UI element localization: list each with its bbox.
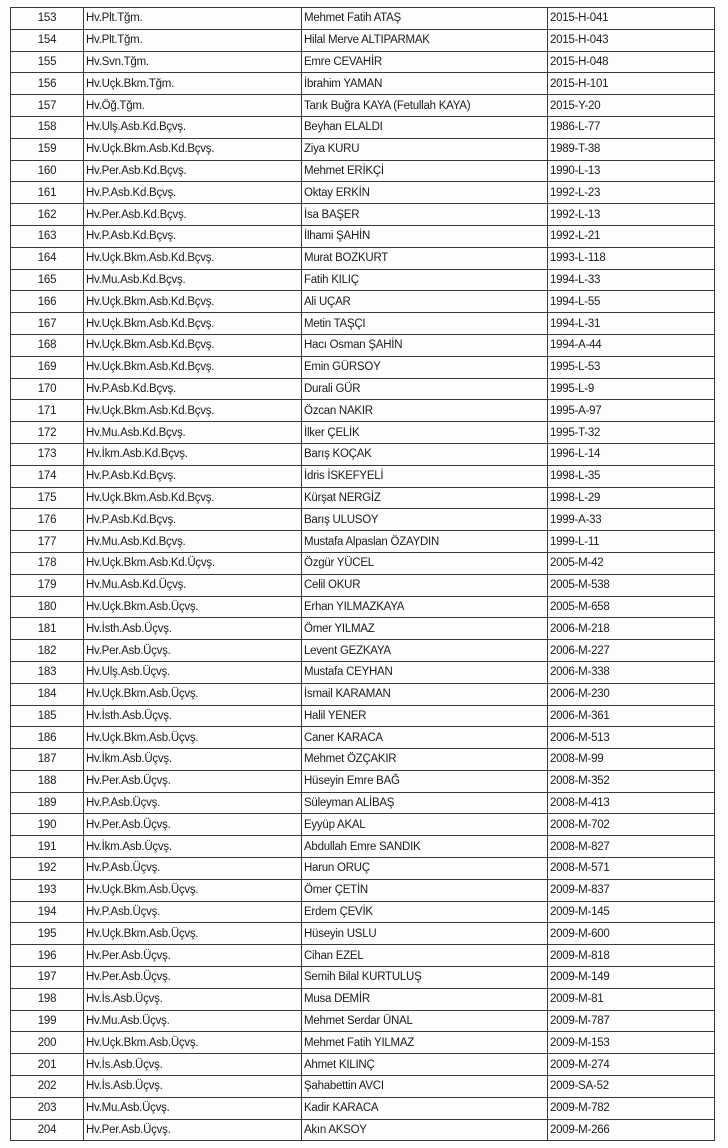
full-name-cell: Hüseyin USLU (302, 923, 548, 945)
registry-code-cell: 2015-Y-20 (548, 95, 715, 117)
rank-cell: Hv.Uçk.Bkm.Asb.Kd.Bçvş. (84, 356, 302, 378)
rank-cell: Hv.Uçk.Bkm.Asb.Üçvş. (84, 596, 302, 618)
rank-cell: Hv.Uçk.Bkm.Tğm. (84, 73, 302, 95)
table-row (11, 967, 715, 989)
registry-code-cell: 2015-H-101 (548, 73, 715, 95)
table-row (11, 378, 715, 400)
rank-cell: Hv.Per.Asb.Üçvş. (84, 770, 302, 792)
rank-cell: Hv.Uçk.Bkm.Asb.Kd.Bçvş. (84, 247, 302, 269)
full-name-cell: Semih Bilal KURTULUŞ (302, 967, 548, 989)
registry-code-cell: 2008-M-99 (548, 749, 715, 771)
row-number-cell: 172 (11, 422, 84, 444)
full-name-cell: Musa DEMİR (302, 988, 548, 1010)
table-row (11, 640, 715, 662)
row-number-cell: 191 (11, 836, 84, 858)
row-number-cell: 186 (11, 727, 84, 749)
rank-cell: Hv.Per.Asb.Kd.Bçvş. (84, 204, 302, 226)
registry-code-cell: 2009-M-782 (548, 1097, 715, 1119)
row-number-cell: 197 (11, 967, 84, 989)
row-number-cell: 188 (11, 770, 84, 792)
full-name-cell: Barış KOÇAK (302, 443, 548, 465)
registry-code-cell: 2008-M-702 (548, 814, 715, 836)
full-name-cell: Mustafa Alpaslan ÖZAYDIN (302, 531, 548, 553)
row-number-cell: 204 (11, 1119, 84, 1141)
registry-code-cell: 1992-L-23 (548, 182, 715, 204)
row-number-cell: 166 (11, 291, 84, 313)
rank-cell: Hv.İkm.Asb.Kd.Bçvş. (84, 443, 302, 465)
table-row (11, 770, 715, 792)
registry-code-cell: 2006-M-338 (548, 661, 715, 683)
rank-cell: Hv.Per.Asb.Üçvş. (84, 640, 302, 662)
full-name-cell: Özgür YÜCEL (302, 552, 548, 574)
row-number-cell: 187 (11, 749, 84, 771)
row-number-cell: 165 (11, 269, 84, 291)
table-row (11, 509, 715, 531)
rank-cell: Hv.Mu.Asb.Üçvş. (84, 1097, 302, 1119)
table-row (11, 1097, 715, 1119)
registry-code-cell: 2006-M-361 (548, 705, 715, 727)
table-row (11, 313, 715, 335)
full-name-cell: İsmail KARAMAN (302, 683, 548, 705)
registry-code-cell: 1995-L-53 (548, 356, 715, 378)
registry-code-cell: 1990-L-13 (548, 160, 715, 182)
table-row (11, 291, 715, 313)
table-row (11, 988, 715, 1010)
rank-cell: Hv.P.Asb.Üçvş. (84, 858, 302, 880)
row-number-cell: 192 (11, 858, 84, 880)
registry-code-cell: 2009-SA-52 (548, 1076, 715, 1098)
table-row (11, 160, 715, 182)
table-row (11, 836, 715, 858)
rank-cell: Hv.Uçk.Bkm.Asb.Üçvş. (84, 1032, 302, 1054)
row-number-cell: 196 (11, 945, 84, 967)
full-name-cell: Metin TAŞÇI (302, 313, 548, 335)
rank-cell: Hv.P.Asb.Üçvş. (84, 792, 302, 814)
rank-cell: Hv.P.Asb.Kd.Bçvş. (84, 182, 302, 204)
full-name-cell: Caner KARACA (302, 727, 548, 749)
registry-code-cell: 1994-L-55 (548, 291, 715, 313)
table-row (11, 356, 715, 378)
table-row (11, 1076, 715, 1098)
registry-code-cell: 2009-M-600 (548, 923, 715, 945)
registry-code-cell: 2006-M-218 (548, 618, 715, 640)
full-name-cell: Beyhan ELALDI (302, 116, 548, 138)
table-row (11, 858, 715, 880)
full-name-cell: İsa BAŞER (302, 204, 548, 226)
rank-cell: Hv.Uçk.Bkm.Asb.Üçvş. (84, 879, 302, 901)
table-row (11, 1054, 715, 1076)
registry-code-cell: 2015-H-048 (548, 51, 715, 73)
table-row (11, 8, 715, 30)
full-name-cell: Ömer ÇETİN (302, 879, 548, 901)
rank-cell: Hv.Uçk.Bkm.Asb.Kd.Bçvş. (84, 400, 302, 422)
table-row (11, 116, 715, 138)
rank-cell: Hv.Uçk.Bkm.Asb.Kd.Bçvş. (84, 291, 302, 313)
full-name-cell: Ziya KURU (302, 138, 548, 160)
rank-cell: Hv.Plt.Tğm. (84, 8, 302, 30)
full-name-cell: Mehmet ÖZÇAKIR (302, 749, 548, 771)
row-number-cell: 158 (11, 116, 84, 138)
registry-code-cell: 2008-M-571 (548, 858, 715, 880)
row-number-cell: 179 (11, 574, 84, 596)
table-row (11, 1119, 715, 1141)
table-row (11, 618, 715, 640)
full-name-cell: Ali UÇAR (302, 291, 548, 313)
row-number-cell: 181 (11, 618, 84, 640)
row-number-cell: 168 (11, 334, 84, 356)
rank-cell: Hv.Per.Asb.Üçvş. (84, 814, 302, 836)
registry-code-cell: 1994-L-31 (548, 313, 715, 335)
rank-cell: Hv.P.Asb.Kd.Bçvş. (84, 225, 302, 247)
registry-code-cell: 2008-M-413 (548, 792, 715, 814)
rank-cell: Hv.Ulş.Asb.Üçvş. (84, 661, 302, 683)
registry-code-cell: 2009-M-818 (548, 945, 715, 967)
table-row (11, 945, 715, 967)
rank-cell: Hv.Öğ.Tğm. (84, 95, 302, 117)
table-row (11, 727, 715, 749)
table-row (11, 29, 715, 51)
row-number-cell: 177 (11, 531, 84, 553)
full-name-cell: Hüseyin Emre BAĞ (302, 770, 548, 792)
row-number-cell: 153 (11, 8, 84, 30)
registry-code-cell: 2005-M-538 (548, 574, 715, 596)
personnel-table-body (11, 8, 715, 1141)
rank-cell: Hv.Uçk.Bkm.Asb.Kd.Bçvş. (84, 138, 302, 160)
row-number-cell: 156 (11, 73, 84, 95)
row-number-cell: 176 (11, 509, 84, 531)
registry-code-cell: 1995-L-9 (548, 378, 715, 400)
table-row (11, 487, 715, 509)
registry-code-cell: 1995-T-32 (548, 422, 715, 444)
full-name-cell: Kürşat NERGİZ (302, 487, 548, 509)
table-row (11, 879, 715, 901)
rank-cell: Hv.Mu.Asb.Kd.Üçvş. (84, 574, 302, 596)
table-row (11, 792, 715, 814)
row-number-cell: 154 (11, 29, 84, 51)
row-number-cell: 159 (11, 138, 84, 160)
registry-code-cell: 2009-M-153 (548, 1032, 715, 1054)
full-name-cell: Oktay ERKİN (302, 182, 548, 204)
row-number-cell: 185 (11, 705, 84, 727)
row-number-cell: 170 (11, 378, 84, 400)
full-name-cell: Mehmet Fatih YILMAZ (302, 1032, 548, 1054)
table-row (11, 465, 715, 487)
full-name-cell: Hilal Merve ALTIPARMAK (302, 29, 548, 51)
rank-cell: Hv.P.Asb.Kd.Bçvş. (84, 509, 302, 531)
table-row (11, 661, 715, 683)
full-name-cell: Mehmet ERİKÇİ (302, 160, 548, 182)
rank-cell: Hv.İsth.Asb.Üçvş. (84, 618, 302, 640)
full-name-cell: Cihan EZEL (302, 945, 548, 967)
table-row (11, 814, 715, 836)
row-number-cell: 189 (11, 792, 84, 814)
rank-cell: Hv.İs.Asb.Üçvş. (84, 988, 302, 1010)
rank-cell: Hv.İsth.Asb.Üçvş. (84, 705, 302, 727)
registry-code-cell: 2009-M-149 (548, 967, 715, 989)
table-row (11, 95, 715, 117)
row-number-cell: 202 (11, 1076, 84, 1098)
full-name-cell: Hacı Osman ŞAHİN (302, 334, 548, 356)
row-number-cell: 203 (11, 1097, 84, 1119)
full-name-cell: Tarık Buğra KAYA (Fetullah KAYA) (302, 95, 548, 117)
table-row (11, 247, 715, 269)
row-number-cell: 193 (11, 879, 84, 901)
full-name-cell: İlker ÇELİK (302, 422, 548, 444)
registry-code-cell: 2006-M-230 (548, 683, 715, 705)
registry-code-cell: 1995-A-97 (548, 400, 715, 422)
rank-cell: Hv.İs.Asb.Üçvş. (84, 1054, 302, 1076)
registry-code-cell: 2009-M-81 (548, 988, 715, 1010)
rank-cell: Hv.Per.Asb.Üçvş. (84, 967, 302, 989)
table-row (11, 73, 715, 95)
row-number-cell: 175 (11, 487, 84, 509)
full-name-cell: Ömer YILMAZ (302, 618, 548, 640)
row-number-cell: 182 (11, 640, 84, 662)
row-number-cell: 194 (11, 901, 84, 923)
full-name-cell: Ahmet KILINÇ (302, 1054, 548, 1076)
table-row (11, 552, 715, 574)
row-number-cell: 190 (11, 814, 84, 836)
rank-cell: Hv.P.Asb.Kd.Bçvş. (84, 378, 302, 400)
full-name-cell: İlhami ŞAHİN (302, 225, 548, 247)
row-number-cell: 173 (11, 443, 84, 465)
full-name-cell: Harun ORUÇ (302, 858, 548, 880)
rank-cell: Hv.Uçk.Bkm.Asb.Kd.Bçvş. (84, 313, 302, 335)
row-number-cell: 180 (11, 596, 84, 618)
row-number-cell: 199 (11, 1010, 84, 1032)
full-name-cell: Mehmet Serdar ÜNAL (302, 1010, 548, 1032)
row-number-cell: 174 (11, 465, 84, 487)
rank-cell: Hv.P.Asb.Üçvş. (84, 901, 302, 923)
registry-code-cell: 1999-L-11 (548, 531, 715, 553)
rank-cell: Hv.İkm.Asb.Üçvş. (84, 749, 302, 771)
full-name-cell: Mehmet Fatih ATAŞ (302, 8, 548, 30)
full-name-cell: Şahabettin AVCI (302, 1076, 548, 1098)
rank-cell: Hv.Uçk.Bkm.Asb.Üçvş. (84, 727, 302, 749)
rank-cell: Hv.Uçk.Bkm.Asb.Kd.Bçvş. (84, 334, 302, 356)
table-row (11, 683, 715, 705)
rank-cell: Hv.Per.Asb.Kd.Bçvş. (84, 160, 302, 182)
table-row (11, 531, 715, 553)
full-name-cell: Erdem ÇEVİK (302, 901, 548, 923)
row-number-cell: 169 (11, 356, 84, 378)
registry-code-cell: 2009-M-274 (548, 1054, 715, 1076)
full-name-cell: Abdullah Emre SANDIK (302, 836, 548, 858)
table-row (11, 705, 715, 727)
row-number-cell: 157 (11, 95, 84, 117)
registry-code-cell: 1993-L-118 (548, 247, 715, 269)
registry-code-cell: 1999-A-33 (548, 509, 715, 531)
table-row (11, 334, 715, 356)
row-number-cell: 163 (11, 225, 84, 247)
registry-code-cell: 2015-H-041 (548, 8, 715, 30)
table-row (11, 923, 715, 945)
row-number-cell: 183 (11, 661, 84, 683)
rank-cell: Hv.Uçk.Bkm.Asb.Üçvş. (84, 683, 302, 705)
row-number-cell: 160 (11, 160, 84, 182)
registry-code-cell: 2006-M-227 (548, 640, 715, 662)
registry-code-cell: 2008-M-827 (548, 836, 715, 858)
full-name-cell: Mustafa CEYHAN (302, 661, 548, 683)
rank-cell: Hv.Mu.Asb.Kd.Bçvş. (84, 269, 302, 291)
rank-cell: Hv.Uçk.Bkm.Asb.Kd.Bçvş. (84, 487, 302, 509)
full-name-cell: Emre CEVAHİR (302, 51, 548, 73)
full-name-cell: Kadir KARACA (302, 1097, 548, 1119)
full-name-cell: İbrahim YAMAN (302, 73, 548, 95)
registry-code-cell: 1996-L-14 (548, 443, 715, 465)
table-row (11, 138, 715, 160)
table-row (11, 204, 715, 226)
table-row (11, 1032, 715, 1054)
table-row (11, 749, 715, 771)
full-name-cell: Levent GEZKAYA (302, 640, 548, 662)
registry-code-cell: 2008-M-352 (548, 770, 715, 792)
full-name-cell: Akın AKSOY (302, 1119, 548, 1141)
table-row (11, 1010, 715, 1032)
full-name-cell: Halil YENER (302, 705, 548, 727)
full-name-cell: Durali GÜR (302, 378, 548, 400)
registry-code-cell: 1989-T-38 (548, 138, 715, 160)
registry-code-cell: 2015-H-043 (548, 29, 715, 51)
rank-cell: Hv.Mu.Asb.Kd.Bçvş. (84, 531, 302, 553)
rank-cell: Hv.Mu.Asb.Üçvş. (84, 1010, 302, 1032)
registry-code-cell: 2009-M-266 (548, 1119, 715, 1141)
table-row (11, 182, 715, 204)
registry-code-cell: 2006-M-513 (548, 727, 715, 749)
rank-cell: Hv.Uçk.Bkm.Asb.Üçvş. (84, 923, 302, 945)
full-name-cell: Murat BOZKURT (302, 247, 548, 269)
table-row (11, 443, 715, 465)
registry-code-cell: 2005-M-42 (548, 552, 715, 574)
full-name-cell: Süleyman ALİBAŞ (302, 792, 548, 814)
registry-code-cell: 2009-M-787 (548, 1010, 715, 1032)
registry-code-cell: 1994-L-33 (548, 269, 715, 291)
registry-code-cell: 2009-M-837 (548, 879, 715, 901)
full-name-cell: Fatih KILIÇ (302, 269, 548, 291)
table-row (11, 269, 715, 291)
full-name-cell: Erhan YILMAZKAYA (302, 596, 548, 618)
registry-code-cell: 1992-L-13 (548, 204, 715, 226)
row-number-cell: 184 (11, 683, 84, 705)
registry-code-cell: 1986-L-77 (548, 116, 715, 138)
row-number-cell: 200 (11, 1032, 84, 1054)
rank-cell: Hv.Ulş.Asb.Kd.Bçvş. (84, 116, 302, 138)
rank-cell: Hv.İkm.Asb.Üçvş. (84, 836, 302, 858)
registry-code-cell: 1992-L-21 (548, 225, 715, 247)
registry-code-cell: 1994-A-44 (548, 334, 715, 356)
table-row (11, 422, 715, 444)
rank-cell: Hv.Mu.Asb.Kd.Bçvş. (84, 422, 302, 444)
row-number-cell: 155 (11, 51, 84, 73)
table-row (11, 596, 715, 618)
row-number-cell: 178 (11, 552, 84, 574)
table-row (11, 225, 715, 247)
rank-cell: Hv.P.Asb.Kd.Bçvş. (84, 465, 302, 487)
full-name-cell: İdris İSKEFYELİ (302, 465, 548, 487)
full-name-cell: Celil OKUR (302, 574, 548, 596)
row-number-cell: 164 (11, 247, 84, 269)
row-number-cell: 195 (11, 923, 84, 945)
row-number-cell: 162 (11, 204, 84, 226)
full-name-cell: Özcan NAKIR (302, 400, 548, 422)
rank-cell: Hv.İs.Asb.Üçvş. (84, 1076, 302, 1098)
full-name-cell: Barış ULUSOY (302, 509, 548, 531)
registry-code-cell: 2005-M-658 (548, 596, 715, 618)
registry-code-cell: 1998-L-35 (548, 465, 715, 487)
row-number-cell: 171 (11, 400, 84, 422)
rank-cell: Hv.Svn.Tğm. (84, 51, 302, 73)
row-number-cell: 201 (11, 1054, 84, 1076)
table-row (11, 400, 715, 422)
rank-cell: Hv.Plt.Tğm. (84, 29, 302, 51)
rank-cell: Hv.Per.Asb.Üçvş. (84, 945, 302, 967)
personnel-table (10, 7, 715, 1141)
registry-code-cell: 2009-M-145 (548, 901, 715, 923)
row-number-cell: 161 (11, 182, 84, 204)
registry-code-cell: 1998-L-29 (548, 487, 715, 509)
full-name-cell: Eyyüp AKAL (302, 814, 548, 836)
full-name-cell: Emin GÜRSOY (302, 356, 548, 378)
row-number-cell: 198 (11, 988, 84, 1010)
table-row (11, 901, 715, 923)
table-row (11, 574, 715, 596)
row-number-cell: 167 (11, 313, 84, 335)
rank-cell: Hv.Uçk.Bkm.Asb.Kd.Üçvş. (84, 552, 302, 574)
rank-cell: Hv.Per.Asb.Üçvş. (84, 1119, 302, 1141)
table-row (11, 51, 715, 73)
